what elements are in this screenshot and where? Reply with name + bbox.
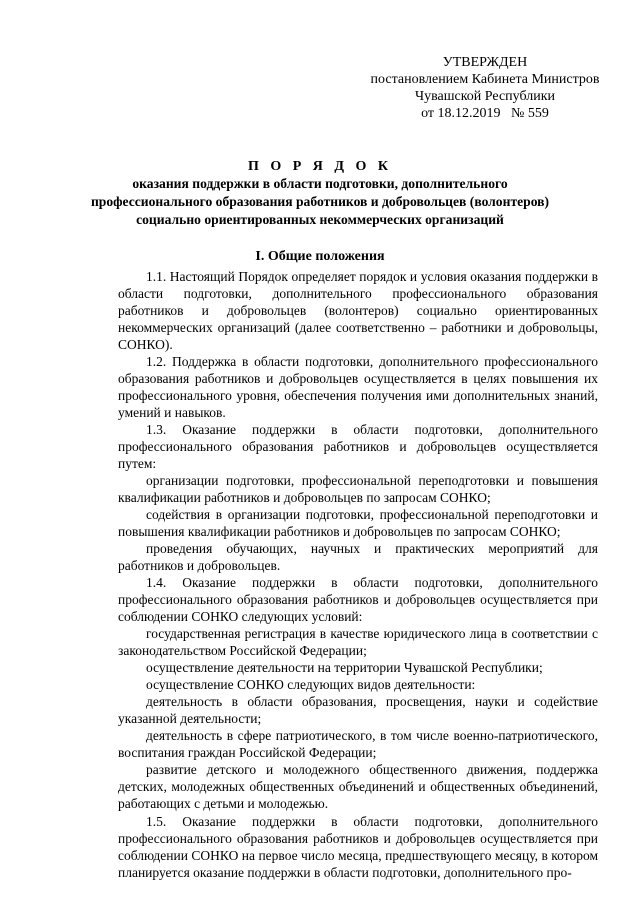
document-title: П О Р Я Д О К (247, 159, 393, 174)
paragraph: 1.3. Оказание поддержки в области подготовки, дополнительного профессионального образования работников и добровольцев осуществляется путем: (118, 422, 598, 472)
paragraph: 1.5. Оказание поддержки в области подготовки, дополнительного профессионального образования работников и добровольцев осуществляется при соблюдении СОНКО на первое число месяца, предшествующего месяцу, в котором планируется оказание поддержки в области подготовки, дополнительного про- (118, 813, 598, 880)
paragraph: проведения обучающих, научных и практических мероприятий для работников и добровольцев. (118, 541, 598, 574)
subtitle-line-1: оказания поддержки в области подготовки, дополнительного (132, 176, 508, 191)
subtitle-line-3: социально ориентированных некоммерческих организаций (136, 212, 504, 227)
document-subtitle (40, 175, 600, 229)
paragraph: развитие детского и молодежного общественного движения, поддержка детских, молодежных общественных объединений и общественных объединений, работающих с детьми и молодежью. (118, 762, 598, 812)
paragraph: деятельность в сфере патриотического, в том числе военно-патриотического, воспитания граждан Российской Федерации; (118, 728, 598, 761)
section-heading: I. Общие положения (255, 249, 385, 264)
approval-title: УТВЕРЖДЕН (442, 55, 528, 70)
paragraph: осуществление СОНКО следующих видов деятельности: (146, 677, 476, 693)
approval-stamp (355, 54, 615, 122)
paragraph: 1.1. Настоящий Порядок определяет порядок и условия оказания поддержки в области подготовки, дополнительного профессионального образования работников и добровольцев (волонтеров) социально ориентированных некоммерческих организаций (далее соответственно – работники и добровольцы, СОНКО). (118, 269, 598, 353)
subtitle-line-2: профессионального образования работников и добровольцев (волонтеров) (90, 194, 550, 209)
paragraph: государственная регистрация в качестве юридического лица в соответствии с законодательством Российской Федерации; (118, 626, 598, 659)
approval-date-number: от 18.12.2019 № 559 (421, 106, 549, 121)
approval-authority: постановлением Кабинета Министров (370, 72, 600, 87)
paragraph: 1.2. Поддержка в области подготовки, дополнительного профессионального образования работников и добровольцев осуществляется в целях повышения их профессионального уровня, обеспечения получения ими дополнительных знаний, умений и навыков. (118, 354, 598, 421)
paragraph: содействия в организации подготовки, профессиональной переподготовки и повышения квалификации работников и добровольцев по запросам СОНКО; (118, 507, 598, 540)
paragraph: деятельность в области образования, просвещения, науки и содействие указанной деятельности; (118, 694, 598, 727)
approval-region: Чувашской Республики (414, 89, 556, 104)
paragraph: организации подготовки, профессиональной переподготовки и повышения квалификации работников и добровольцев по запросам СОНКО; (118, 473, 598, 506)
paragraph: 1.4. Оказание поддержки в области подготовки, дополнительного профессионального образования работников и добровольцев осуществляется при соблюдении СОНКО следующих условий: (118, 575, 598, 625)
document-body (118, 268, 598, 881)
paragraph: осуществление деятельности на территории Чувашской Республики; (146, 660, 543, 676)
